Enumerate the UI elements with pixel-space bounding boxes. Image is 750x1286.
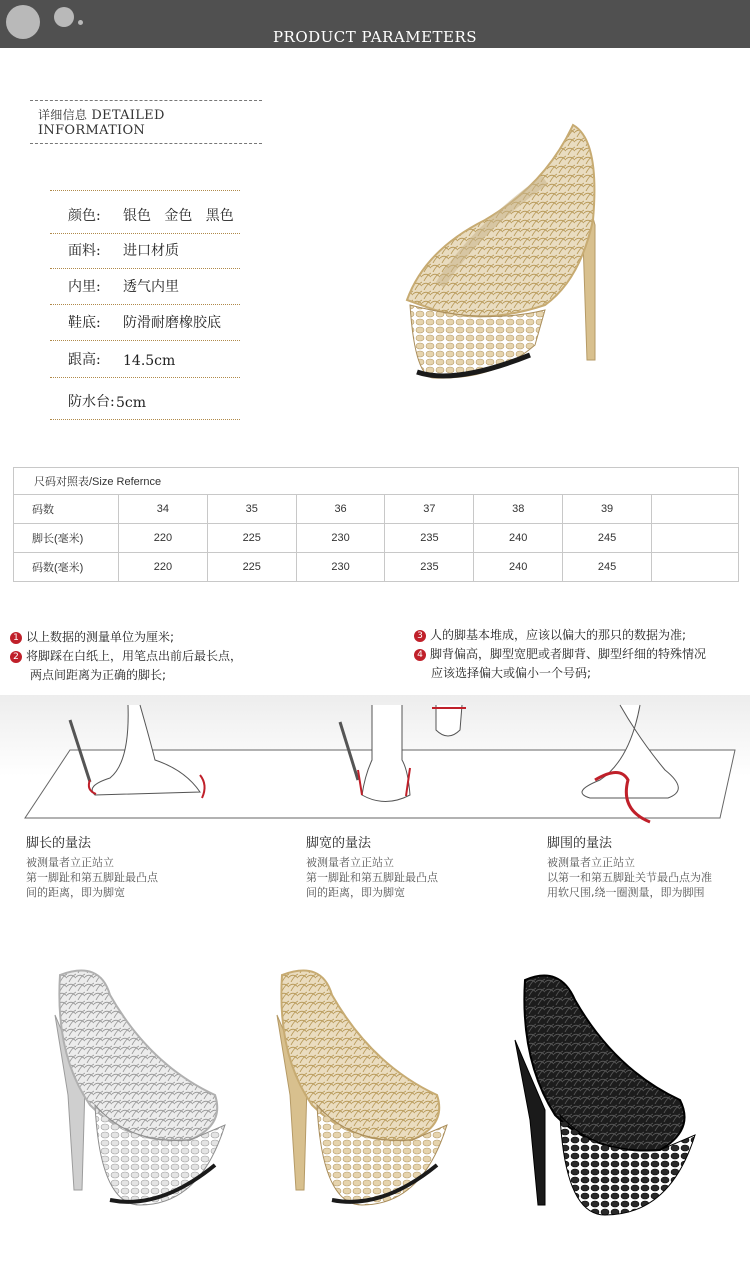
note-2b: 两点间距离为正确的脚长; xyxy=(30,668,167,682)
note-4a: 脚背偏高，脚型宽肥或者脚背、脚型纤细的特殊情况 xyxy=(430,647,707,661)
table-cell: 38 xyxy=(474,495,563,524)
table-cell: 225 xyxy=(207,553,296,582)
size-table-caption: 尺码对照表/Size Refernce xyxy=(14,468,739,495)
product-photo-black-shoe xyxy=(500,960,710,1230)
spec-value: 进口材质 xyxy=(123,243,179,259)
table-cell: 230 xyxy=(296,524,385,553)
measure-line: 以第一和第五脚趾关节最凸点为准 xyxy=(547,871,712,884)
table-row xyxy=(14,553,739,582)
number-badge-2: 2 xyxy=(10,651,22,663)
spec-label: 鞋底: xyxy=(68,315,101,331)
spec-label: 内里: xyxy=(68,279,101,295)
measure-line: 第一脚趾和第五脚趾最凸点 xyxy=(26,871,158,884)
detail-heading xyxy=(30,100,262,144)
row-label: 码数(毫米) xyxy=(14,553,119,582)
page-title: PRODUCT PARAMETERS xyxy=(272,28,478,46)
row-label: 码数 xyxy=(14,495,119,524)
spec-row-sole xyxy=(50,305,240,341)
number-badge-4: 4 xyxy=(414,649,426,661)
table-cell-empty xyxy=(652,495,739,524)
spec-row-heel-height xyxy=(50,341,240,378)
table-cell: 220 xyxy=(119,553,208,582)
table-row xyxy=(14,524,739,553)
table-cell: 37 xyxy=(385,495,474,524)
spec-label: 跟高: xyxy=(68,352,101,368)
product-photo-gold-shoe xyxy=(395,110,635,390)
table-cell: 34 xyxy=(119,495,208,524)
spec-label: 面料: xyxy=(68,243,101,259)
table-cell: 240 xyxy=(474,553,563,582)
measure-title: 脚围的量法 xyxy=(547,836,613,851)
table-cell-empty xyxy=(652,553,739,582)
table-cell-empty xyxy=(652,524,739,553)
spec-row-color xyxy=(50,190,240,234)
measure-title: 脚长的量法 xyxy=(26,836,92,851)
notes-left xyxy=(10,628,242,685)
spec-value: 14.5cm xyxy=(123,353,176,369)
number-badge-1: 1 xyxy=(10,632,22,644)
measure-line: 间的距离，即为脚宽 xyxy=(306,886,405,899)
measure-title: 脚宽的量法 xyxy=(306,836,372,851)
divider xyxy=(30,143,262,144)
number-badge-3: 3 xyxy=(414,630,426,642)
product-photo-gold-shoe-2 xyxy=(262,955,462,1225)
spec-row-platform xyxy=(50,378,240,420)
table-cell: 245 xyxy=(563,524,652,553)
table-cell: 36 xyxy=(296,495,385,524)
spec-row-lining xyxy=(50,269,240,305)
note-4b: 应该选择偏大或偏小一个号码; xyxy=(431,666,592,680)
table-row xyxy=(14,495,739,524)
table-cell: 230 xyxy=(296,553,385,582)
measure-line: 第一脚趾和第五脚趾最凸点 xyxy=(306,871,438,884)
table-cell: 220 xyxy=(119,524,208,553)
measure-line: 间的距离，即为脚宽 xyxy=(26,886,125,899)
note-2a: 将脚踩在白纸上，用笔点出前后最长点， xyxy=(26,649,243,663)
measure-caption-width xyxy=(306,836,438,900)
foot-measure-illustration xyxy=(0,700,750,830)
notes-right xyxy=(414,626,706,683)
spec-value: 银色 金色 黑色 xyxy=(123,208,234,224)
detail-heading-cn: 详细信息 xyxy=(38,108,88,122)
note-1: 以上数据的测量单位为厘米; xyxy=(26,630,175,644)
spec-value: 透气内里 xyxy=(123,279,179,295)
measure-caption-girth xyxy=(547,836,712,900)
spec-row-material xyxy=(50,233,240,269)
measure-caption-length xyxy=(26,836,158,900)
measure-line: 用软尺围,绕一圈测量，即为脚围 xyxy=(547,886,705,899)
table-cell: 39 xyxy=(563,495,652,524)
measure-line: 被测量者立正站立 xyxy=(547,856,635,869)
table-cell: 225 xyxy=(207,524,296,553)
size-table-caption-row xyxy=(14,468,739,495)
note-3: 人的脚基本堆成，应该以偏大的那只的数据为准; xyxy=(430,628,687,642)
size-table xyxy=(13,467,739,582)
measure-line: 被测量者立正站立 xyxy=(306,856,394,869)
table-cell: 245 xyxy=(563,553,652,582)
spec-label: 防水台: xyxy=(68,394,115,410)
detail-heading-en: DETAILED INFORMATION xyxy=(38,108,165,138)
spec-label: 颜色: xyxy=(68,208,101,224)
spec-value: 防滑耐磨橡胶底 xyxy=(123,315,221,331)
spec-value: 5cm xyxy=(116,395,147,411)
table-cell: 240 xyxy=(474,524,563,553)
measure-line: 被测量者立正站立 xyxy=(26,856,114,869)
table-cell: 235 xyxy=(385,524,474,553)
row-label: 脚长(毫米) xyxy=(14,524,119,553)
table-cell: 235 xyxy=(385,553,474,582)
product-photo-silver-shoe xyxy=(40,955,240,1225)
table-cell: 35 xyxy=(207,495,296,524)
